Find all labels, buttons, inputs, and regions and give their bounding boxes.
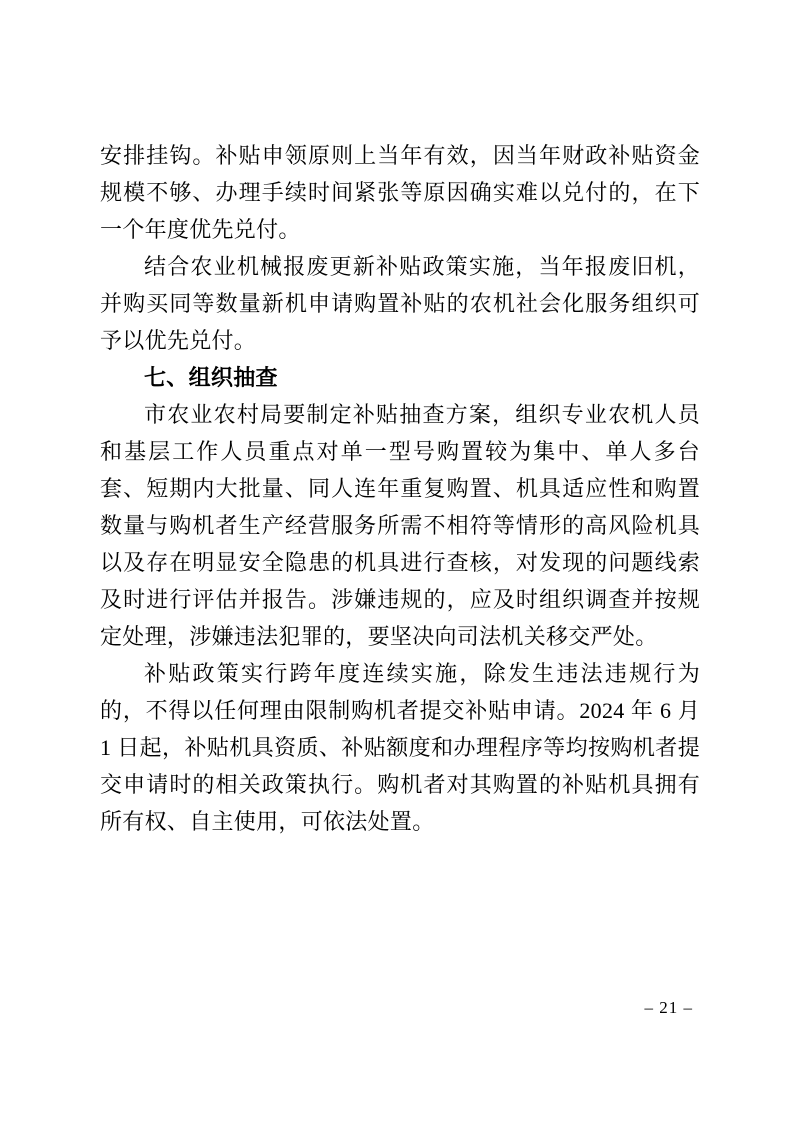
section-heading-organize-spot-check: 七、组织抽查 (144, 365, 278, 390)
document-body (100, 137, 700, 840)
paragraph-policy-continuity: 补贴政策实行跨年度连续实施，除发生违法违规行为的，不得以任何理由限制购机者提交补贴申请。2024 年 6 月 1 日起，补贴机具资质、补贴额度和办理程序等均按购机者提交申请时的相关政策执行。购机者对其购置的补贴机具拥有所有权、自主使用，可依法处置。 (100, 661, 700, 834)
paragraph-continuation: 安排挂钩。补贴申领原则上当年有效，因当年财政补贴资金规模不够、办理手续时间紧张等原因确实难以兑付的，在下一个年度优先兑付。 (100, 143, 700, 242)
page-number: – 21 – (644, 998, 693, 1017)
paragraph-spot-check: 市农业农村局要制定补贴抽查方案，组织专业农机人员和基层工作人员重点对单一型号购置较为集中、单人多台套、短期内大批量、同人连年重复购置、机具适应性和购置数量与购机者生产经营服务所需不相符等情形的高风险机具以及存在明显安全隐患的机具进行查核，对发现的问题线索及时进行评估并报告。涉嫌违规的，应及时组织调查并按规定处理，涉嫌违法犯罪的，要坚决向司法机关移交严处。 (100, 402, 700, 649)
paragraph-scrap-renewal: 结合农业机械报废更新补贴政策实施，当年报废旧机，并购买同等数量新机申请购置补贴的农机社会化服务组织可予以优先兑付。 (100, 254, 700, 353)
